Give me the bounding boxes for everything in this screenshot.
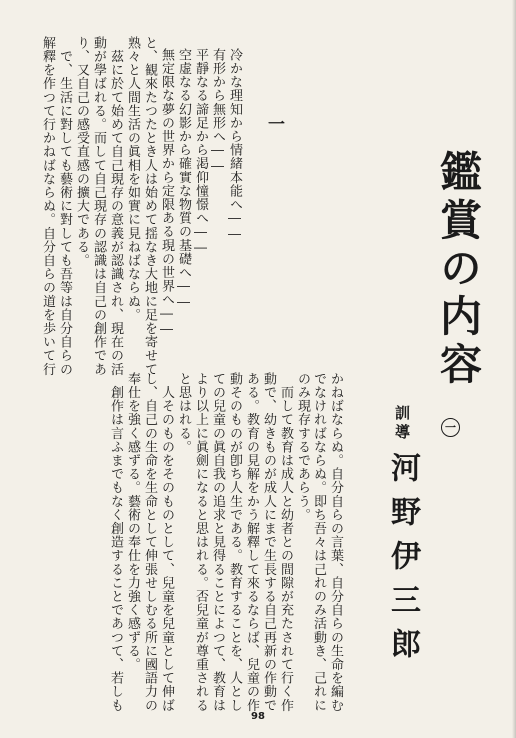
lower-line: 解釋を作つて行かねばならぬ。自分自らの道を歩いて行: [40, 36, 55, 376]
upper-line: ての兒童の眞自我の追求と見得ることによつて、教育は: [210, 372, 225, 712]
upper-line: 而して教育は成人と幼者との間隙が充たされて行く作: [278, 372, 293, 712]
lower-line: で、生活に對しても藝術に對しても吾等は自分自らの: [57, 36, 72, 376]
lower-line: 有形から無形へ――: [210, 48, 225, 175]
lower-line: 熟々と人間生活の眞相を如實に見ねばならぬ。: [125, 36, 140, 322]
page-number: 98: [251, 711, 265, 722]
author-role: 訓導: [393, 405, 411, 443]
lower-line: 空虚なる幻影から確實な物質の基礎へ――: [176, 48, 191, 311]
section-number: 一: [264, 115, 284, 132]
lower-line: り、又自己の感受直感の擴大である。: [74, 36, 89, 268]
page-edge-shadow: [512, 0, 516, 738]
upper-line: でなければならぬ。即ち吾々は己れのみ活動き、己れに: [311, 372, 326, 712]
upper-line: 人そのものをそのものとして、兒童を兒童として伸ば: [159, 372, 174, 712]
lower-line: 平靜なる諦足から渇仰憧憬へ――: [193, 48, 208, 256]
upper-line: し、自己の生命を生命として伸張せしむる所に國語力の: [142, 372, 157, 712]
article-title: 鑑賞の内容: [434, 150, 483, 390]
upper-line: かねばならぬ。自分自らの言葉、自分自らの生命を編む: [328, 372, 343, 712]
lower-line: 冷かな理知から情緒本能へ――: [227, 48, 242, 243]
upper-line: のみ現存するであらう。: [295, 372, 310, 522]
part-number: 一: [441, 418, 460, 437]
upper-line: 奉仕を強く感ずる。藝術の奉仕を力強く感ずる。: [125, 372, 140, 672]
upper-line: と思はれる。: [176, 372, 191, 454]
lower-line: 動が學ばれる。而して自己現存の認識は自己の創作であ: [91, 36, 106, 376]
lower-line: と、観來たつたとき人は始めて揺なき大地に足を寄せて: [142, 36, 157, 376]
author-name: 河野伊三郎: [385, 452, 420, 672]
lower-line: 無定限な夢の世界から定限ある現の世界へ――: [159, 48, 174, 338]
upper-line: より以上に眞劍になると思はれる。否兒童が尊重される: [193, 372, 208, 712]
upper-line: 動で、幼きものが成人にまで生長する自己再新の作動で: [261, 372, 276, 712]
upper-line: ある。教育の見解をかう解釋して來るならば、兒童の作: [244, 372, 259, 712]
lower-line: 茲に於て始めて自己現存の意義が認識され、現在の活: [108, 36, 123, 376]
upper-line: 動そのものが卽ち人生である。教育することを、人とし: [227, 372, 242, 712]
upper-line: 創作は言ふまでもなく創造することであつて、若しも: [108, 372, 123, 712]
